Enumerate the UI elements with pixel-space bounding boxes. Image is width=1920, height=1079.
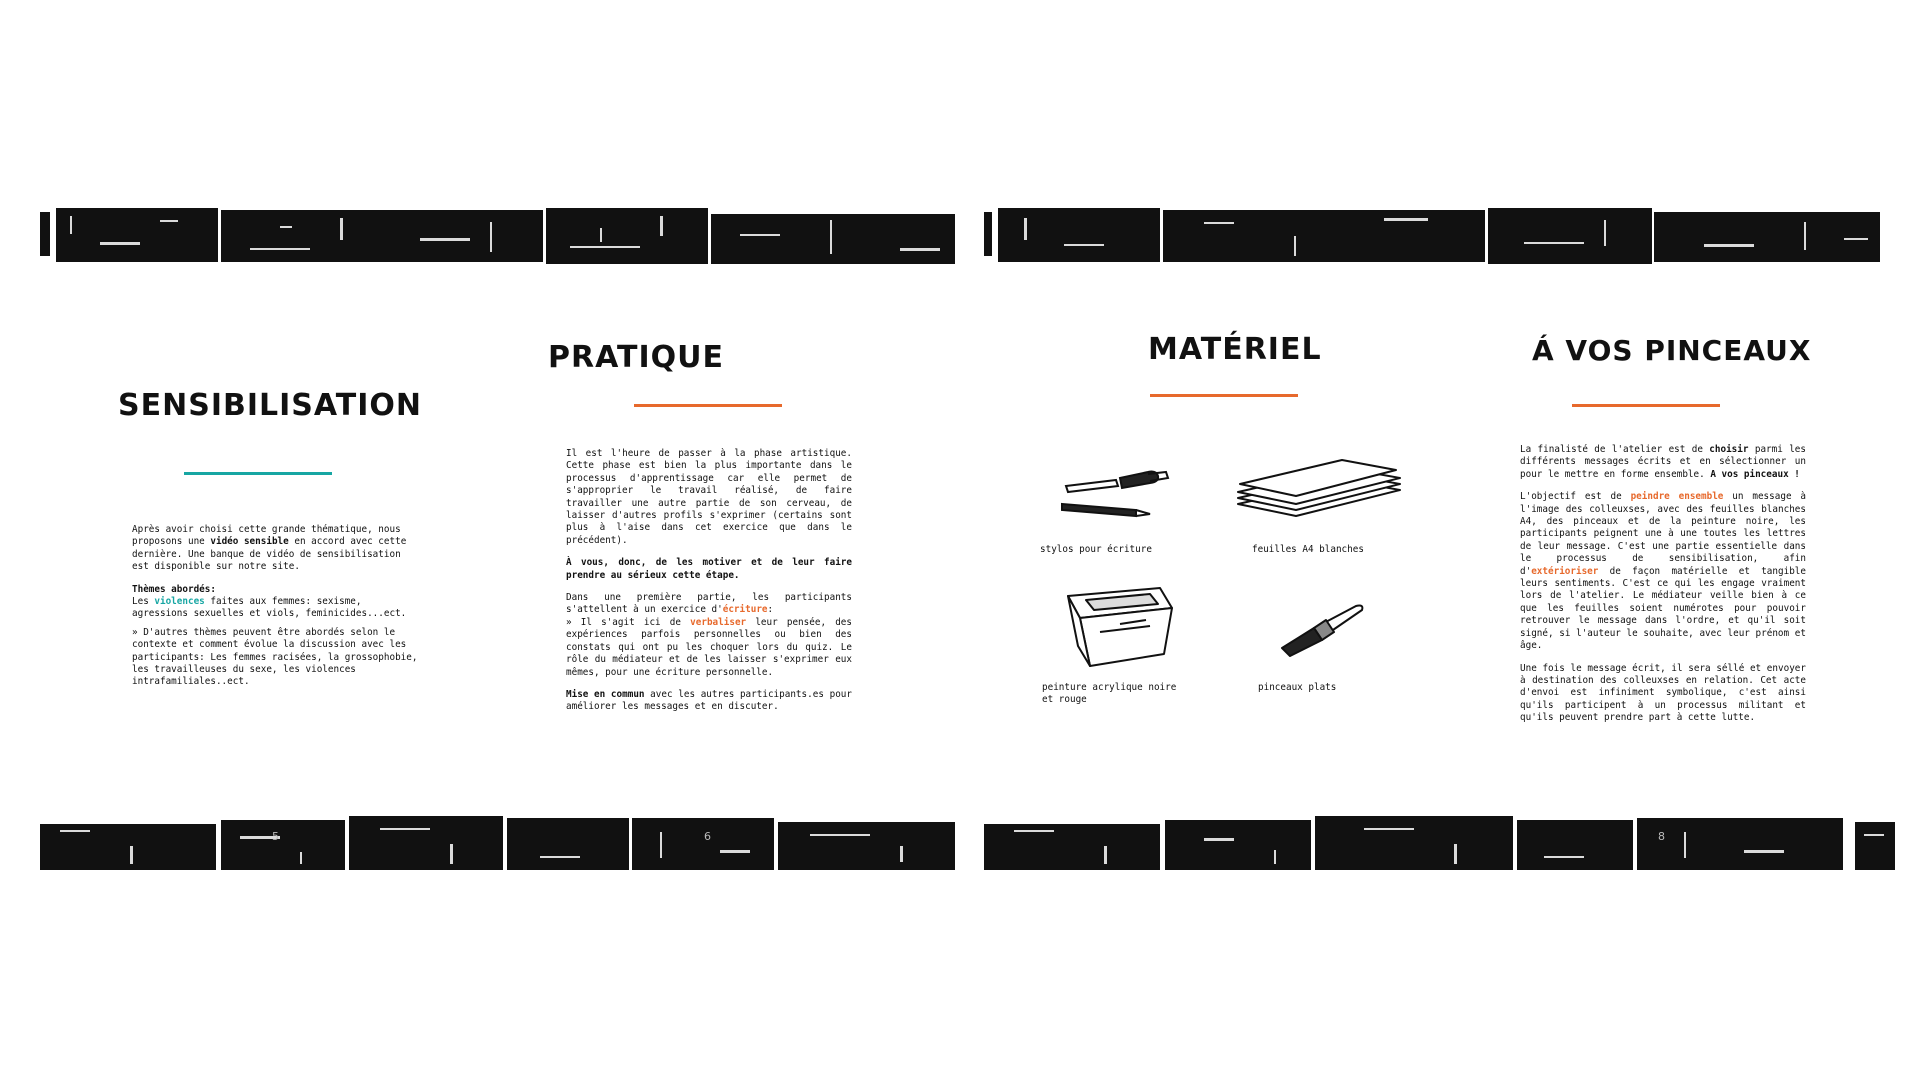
- grunge-band-bottom: [40, 816, 955, 872]
- teal-title-rule: [184, 472, 332, 475]
- sensibilisation-title: SENSIBILISATION: [118, 388, 423, 423]
- material-label: stylos pour écriture: [1040, 544, 1152, 555]
- orange-title-rule: [1150, 394, 1298, 397]
- markers-icon: [1056, 464, 1186, 528]
- material-label: peinture acrylique noire et rouge: [1042, 682, 1177, 705]
- materiel-title: MATÉRIEL: [1148, 332, 1322, 367]
- grunge-band-top: [40, 208, 955, 264]
- material-label: pinceaux plats: [1258, 682, 1337, 693]
- pratique-p2: À vous, donc, de les motiver et de leur faire prendre au sérieux cette étape.: [566, 557, 852, 581]
- pratique-body: [566, 448, 852, 724]
- page-number: 6: [704, 830, 711, 843]
- paper-stack-icon: [1234, 454, 1404, 528]
- pinceaux-p1: La finalisté de l'atelier est de choisir parmi les différents messages écrits et en sélectionner un pour le mettre en forme ensemble. A vos pinceaux !: [1520, 444, 1806, 480]
- paintbrush-icon: [1278, 600, 1368, 664]
- grunge-band-top: [984, 208, 1895, 264]
- page-number: 5: [272, 830, 279, 843]
- pinceaux-p3: Une fois le message écrit, il sera séllé et envoyer à destination des colleuxses en relation. Cet acte d'envoi est infiniment symbolique, c'est ainsi qu'ils participent à un processus militant et qu'ils peuvent prendre part à cette lutte.: [1520, 662, 1806, 724]
- pinceaux-p2: L'objectif est de peindre ensemble un message à l'image des colleuxses, avec des feuilles blanches A4, des pinceaux et de la peinture noire, les participants peignent une à une toutes les lettres de leur message. C'est une partie essentielle dans le processus de sensibilisation, afin d'extérioriser de façon matérielle et tangible leurs sentiments. C'est ce qui les engage vraiment lors de l'atelier. Le médiateur veille bien à ce que les feuilles soient numérotes pour pouvoir retrouver le message dans l'ordre, et qu'il soit signé, si l'auteur le souhaite, avec leur prénom et âge.: [1520, 491, 1807, 652]
- paint-tray-icon: [1060, 584, 1180, 678]
- pratique-p1: Il est l'heure de passer à la phase artistique. Cette phase est bien la plus importante dans le processus d'apprentissage car elle permet de s'approprier le travail réalisé, de faire travailler une autre partie de son cerveau, de laisser d'autres profils s'exprimer (certains sont plus à l'aise dans cet exercice que dans le précédent).: [566, 448, 852, 546]
- grunge-band-bottom: [984, 816, 1895, 872]
- grunge-texture: [984, 208, 1895, 264]
- sensibilisation-intro: Après avoir choisi cette grande thématique, nous proposons une vidéo sensible en accord avec cette dernière. Une banque de vidéo de sensibilisation est disponible sur notre site.: [132, 524, 407, 573]
- pratique-title: PRATIQUE: [548, 340, 724, 375]
- grunge-texture: [984, 816, 1895, 872]
- pratique-p3: Dans une première partie, les participants s'attellent à un exercice d'écriture:: [566, 592, 852, 616]
- pratique-p5: Mise en commun avec les autres participants.es pour améliorer les messages et en discuter.: [566, 688, 852, 713]
- pratique-p4: » Il s'agit ici de verbaliser leur pensée, des expériences parfois personnelles ou bien des constats qui ont pu les choquer lors du quiz. Le rôle du médiateur et de les laisser s'exprimer eux mêmes, pour une écriture personnelle.: [566, 616, 852, 678]
- sensibilisation-body: [132, 524, 422, 699]
- material-label: feuilles A4 blanches: [1252, 544, 1364, 555]
- themes-heading: Thèmes abordés:: [132, 583, 216, 595]
- pinceaux-title: Á VOS PINCEAUX: [1532, 334, 1812, 367]
- right-spread: [984, 208, 1895, 872]
- grunge-texture: [40, 208, 955, 264]
- pinceaux-body: [1520, 444, 1806, 735]
- themes-block: Thèmes abordés: Les violences faites aux femmes: sexisme, agressions sexuelles et viols, feminicides...ect.: [132, 583, 407, 620]
- orange-title-rule: [1572, 404, 1720, 407]
- grunge-texture: [40, 816, 955, 872]
- other-themes: » D'autres thèmes peuvent être abordés selon le contexte et comment évolue la discussion avec les participants: Les femmes racisées, la grossophobie, les travailleuses du sexe, les violences intrafamiliales..ect.: [132, 626, 418, 688]
- left-spread: [40, 208, 955, 872]
- page-number: 8: [1658, 830, 1665, 843]
- orange-title-rule: [634, 404, 782, 407]
